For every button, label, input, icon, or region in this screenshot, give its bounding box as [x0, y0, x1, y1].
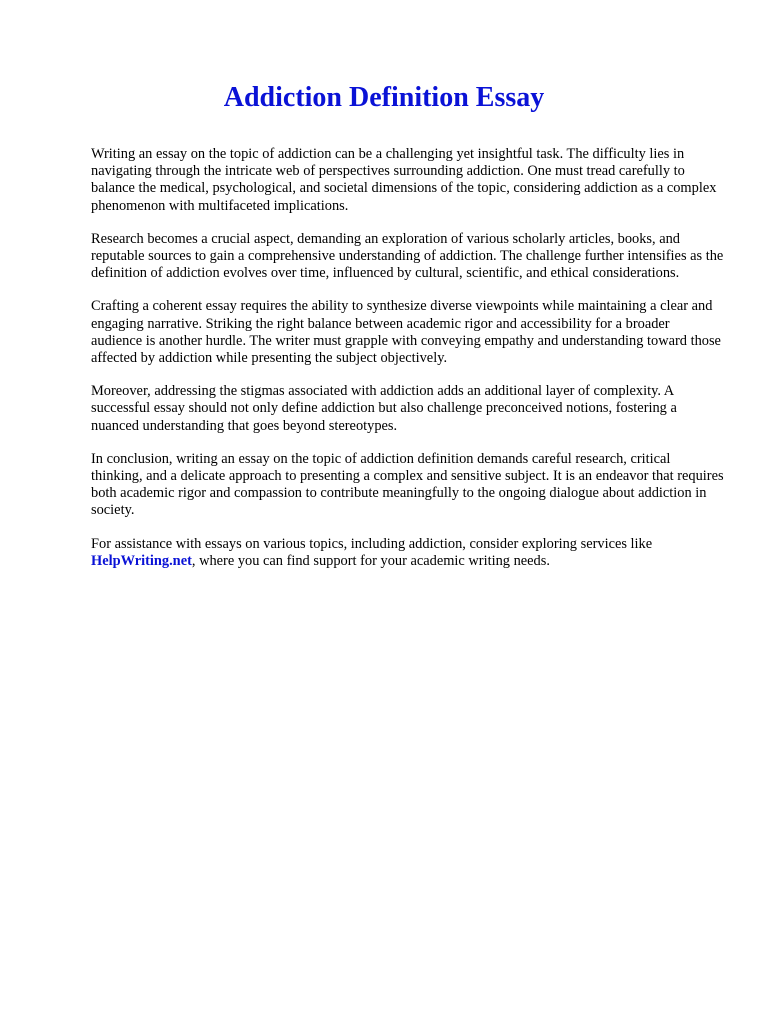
page-title: Addiction Definition Essay [223, 82, 545, 113]
paragraph-3: Crafting a coherent essay requires the ability to synthesize diverse viewpoints while maintaining a clear and engaging narrative. Striking the right balance between academic rigor and accessibility for a broader audience is another hurdle. The writer must grapple with conveying empathy and understanding toward those affected by addiction while presenting the subject objectively. [91, 298, 721, 367]
paragraph-5: In conclusion, writing an essay on the topic of addiction definition demands careful research, critical thinking, and a delicate approach to presenting a complex and sensitive subject. It is an endeavor that requires both academic rigor and compassion to contribute meaningfully to the ongoing dialogue about addiction in society. [91, 450, 724, 519]
closing-text-after: , where you can find support for your academic writing needs. [191, 552, 550, 569]
closing-paragraph [91, 536, 724, 570]
paragraph-1: Writing an essay on the topic of addiction can be a challenging yet insightful task. The difficulty lies in navigating through the intricate web of perspectives surrounding addiction. One must tread carefully to balance the medical, psychological, and societal dimensions of the topic, considering addiction as a complex phenomenon with multifaceted implications. [91, 146, 717, 214]
closing-text-before: For assistance with essays on various topics, including addiction, consider exploring services like [91, 535, 653, 552]
paragraph-4: Moreover, addressing the stigmas associated with addiction adds an additional layer of complexity. A successful essay should not only define addiction but also challenge preconceived notions, fostering a nuanced understanding that goes beyond stereotypes. [91, 383, 677, 434]
helpwriting-link[interactable]: HelpWriting.net [91, 552, 192, 569]
paragraph-2: Research becomes a crucial aspect, demanding an exploration of various scholarly articles, books, and reputable sources to gain a comprehensive understanding of addiction. The challenge further intensifies as the definition of addiction evolves over time, influenced by cultural, scientific, and ethical considerations. [91, 230, 724, 282]
